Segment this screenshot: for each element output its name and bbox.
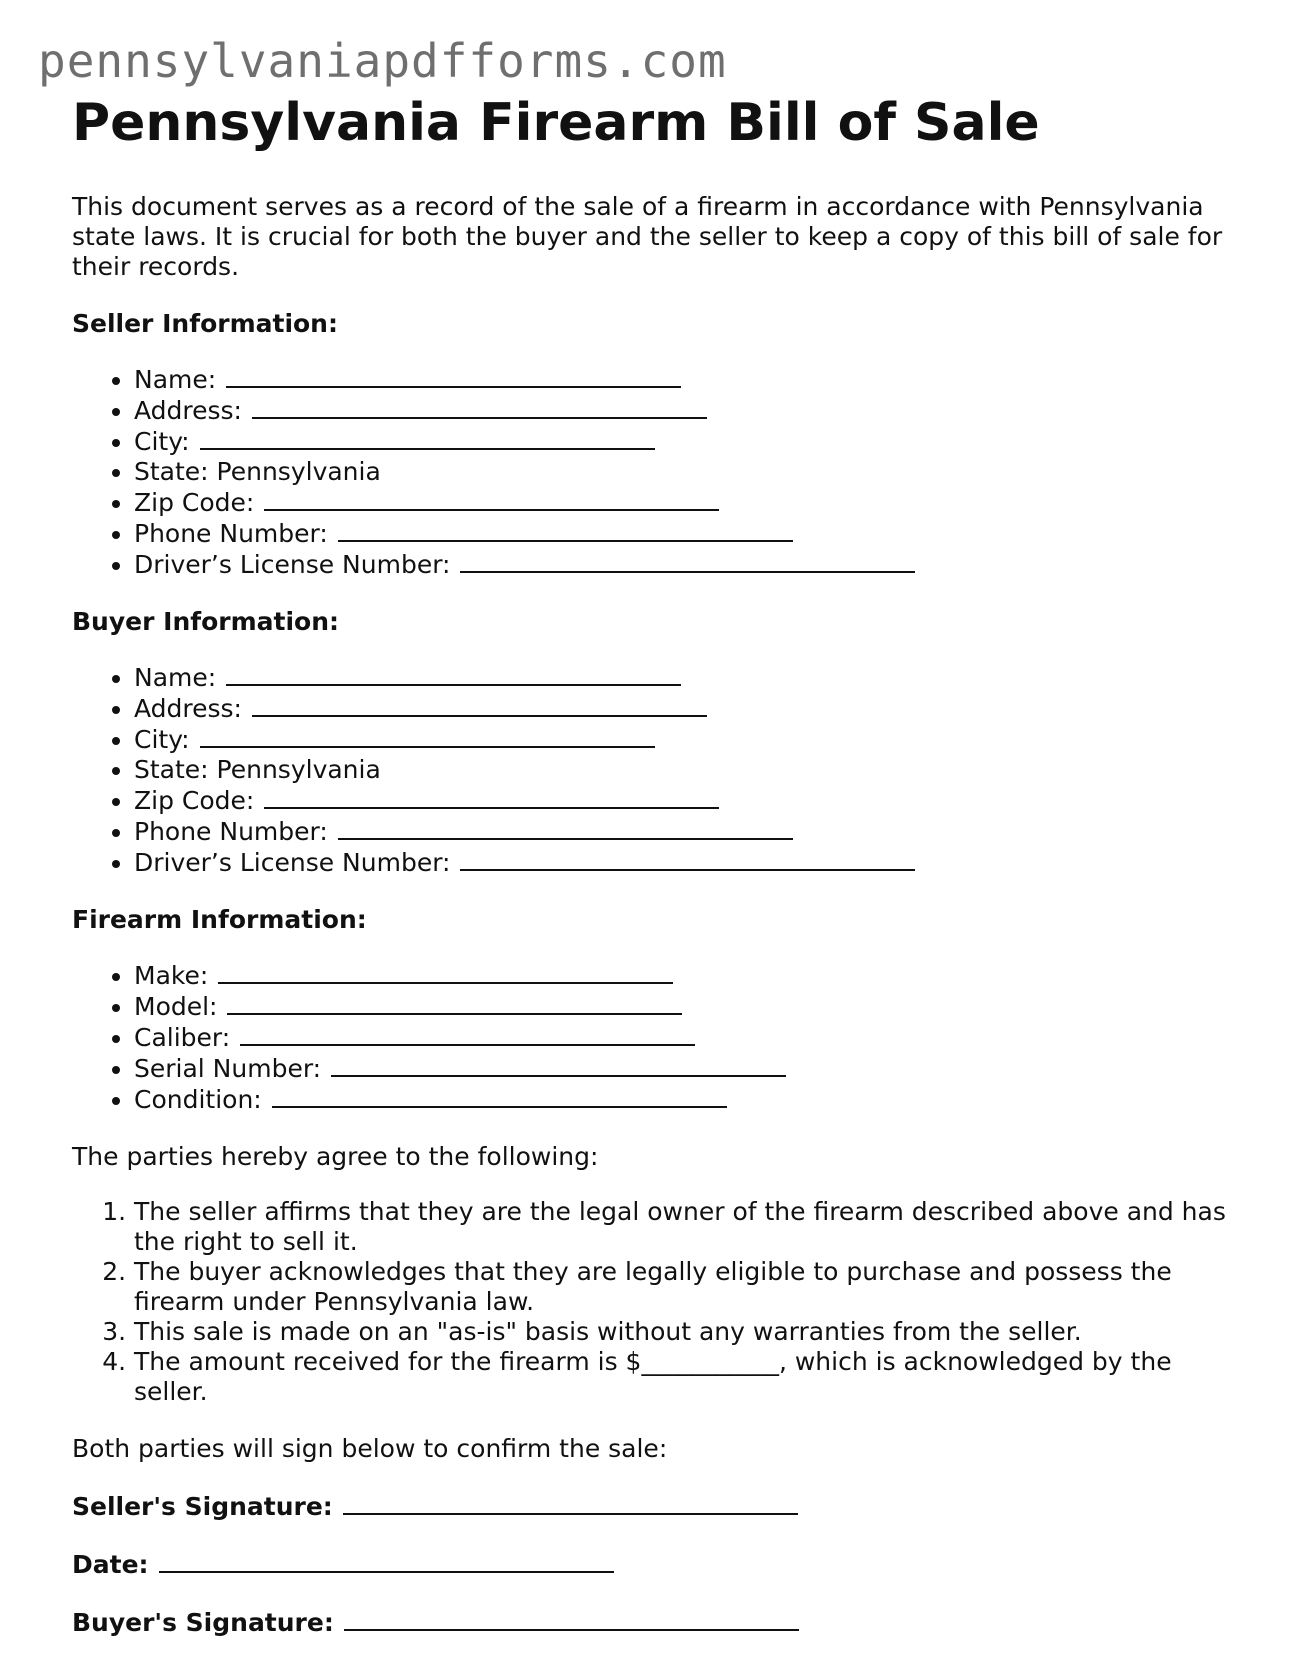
seller-state-field: • State: Pennsylvania [134, 457, 1232, 487]
blank-line[interactable] [200, 724, 655, 748]
firearm-serial-field[interactable]: • Serial Number: [134, 1053, 1232, 1084]
buyer-city-field[interactable]: • City: [134, 724, 1232, 755]
blank-line[interactable] [331, 1053, 786, 1077]
intro-paragraph: This document serves as a record of the sale of a firearm in accordance with Pennsylvania state laws. It is crucial for both the buyer and the seller to keep a copy of this bill of sale for their records. [72, 192, 1223, 281]
blank-line[interactable] [252, 693, 707, 717]
buyer-name-field[interactable]: • Name: [134, 662, 1232, 693]
page-title: Pennsylvania Firearm Bill of Sale [72, 93, 1040, 153]
seller-address-field[interactable]: • Address: [134, 395, 1232, 426]
blank-line[interactable] [227, 991, 682, 1015]
seller-fields [72, 364, 1232, 580]
terms-list [72, 1197, 1232, 1407]
blank-line[interactable] [226, 662, 681, 686]
blank-line[interactable] [460, 847, 915, 871]
term-item: 2. The buyer acknowledges that they are legally eligible to purchase and possess the firearm under Pennsylvania law. [134, 1257, 1232, 1317]
firearm-heading: Firearm Information: [72, 905, 367, 934]
blank-line[interactable] [338, 518, 793, 542]
blank-line[interactable] [264, 785, 719, 809]
watermark: pennsylvaniapdfforms.com [38, 34, 727, 88]
buyer-signature-field[interactable]: Buyer's Signature: [72, 1607, 1232, 1638]
firearm-make-field[interactable]: • Make: [134, 960, 1232, 991]
blank-line[interactable] [460, 549, 915, 573]
signature-intro: Both parties will sign below to confirm the sale: [72, 1434, 668, 1463]
term-item: 3. This sale is made on an "as-is" basis without any warranties from the seller. [134, 1317, 1232, 1347]
blank-line[interactable] [338, 816, 793, 840]
seller-city-field[interactable]: • City: [134, 426, 1232, 457]
blank-line[interactable] [226, 364, 681, 388]
date-field[interactable]: Date: [72, 1549, 1232, 1580]
blank-line[interactable] [272, 1084, 727, 1108]
term-item: 1. The seller affirms that they are the legal owner of the firearm described above and has the right to sell it. [134, 1197, 1232, 1257]
blank-line[interactable] [343, 1491, 798, 1515]
firearm-fields [72, 960, 1232, 1115]
seller-phone-field[interactable]: • Phone Number: [134, 518, 1232, 549]
agreement-intro: The parties hereby agree to the following: [72, 1142, 599, 1171]
document-page [72, 88, 1232, 1638]
blank-line[interactable] [252, 395, 707, 419]
blank-line[interactable] [264, 487, 719, 511]
seller-name-field[interactable]: • Name: [134, 364, 1232, 395]
buyer-heading: Buyer Information: [72, 607, 340, 636]
term-item: 4. The amount received for the firearm is $___________, which is acknowledged by the seller. [134, 1347, 1232, 1407]
blank-line[interactable] [240, 1022, 695, 1046]
blank-line[interactable] [200, 426, 655, 450]
seller-heading: Seller Information: [72, 309, 338, 338]
buyer-address-field[interactable]: • Address: [134, 693, 1232, 724]
buyer-state-field: • State: Pennsylvania [134, 755, 1232, 785]
firearm-condition-field[interactable]: • Condition: [134, 1084, 1232, 1115]
buyer-zip-field[interactable]: • Zip Code: [134, 785, 1232, 816]
blank-line[interactable] [218, 960, 673, 984]
buyer-license-field[interactable]: • Driver’s License Number: [134, 847, 1232, 878]
seller-signature-field[interactable]: Seller's Signature: [72, 1491, 1232, 1522]
seller-license-field[interactable]: • Driver’s License Number: [134, 549, 1232, 580]
blank-line[interactable] [159, 1549, 614, 1573]
seller-zip-field[interactable]: • Zip Code: [134, 487, 1232, 518]
buyer-phone-field[interactable]: • Phone Number: [134, 816, 1232, 847]
firearm-model-field[interactable]: • Model: [134, 991, 1232, 1022]
buyer-fields [72, 662, 1232, 878]
blank-line[interactable] [344, 1607, 799, 1631]
firearm-caliber-field[interactable]: • Caliber: [134, 1022, 1232, 1053]
